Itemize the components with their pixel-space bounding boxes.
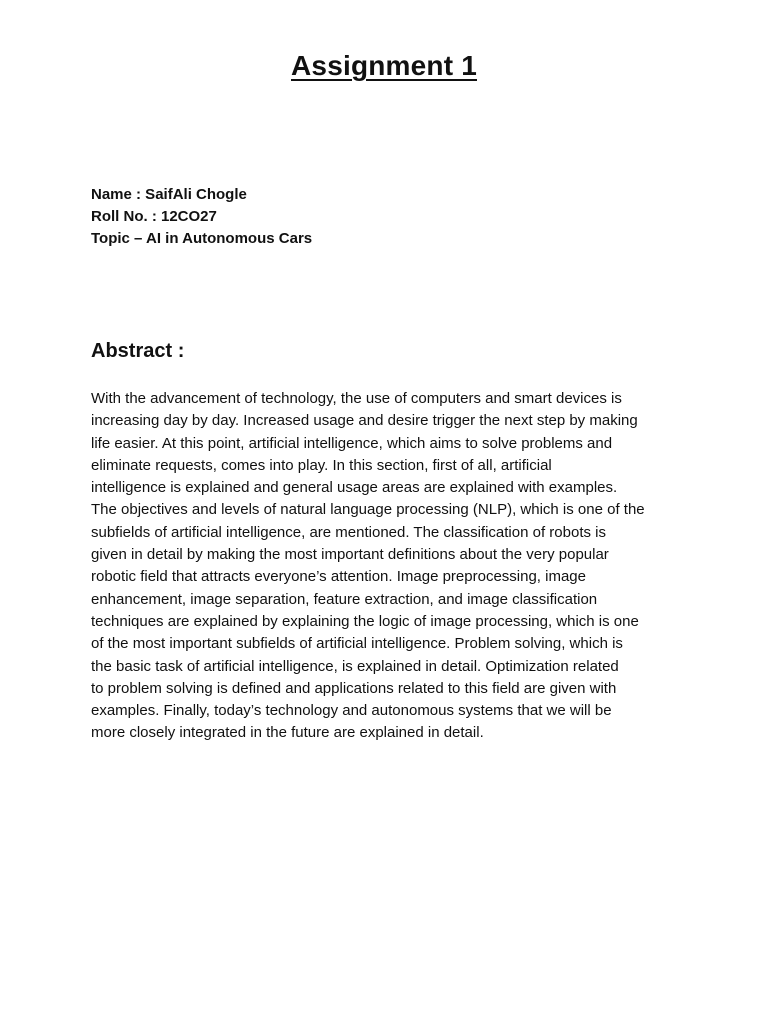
- abstract-line: more closely integrated in the future are explained in detail.: [91, 724, 484, 742]
- abstract-line: intelligence is explained and general usage areas are explained with examples.: [91, 479, 618, 497]
- abstract-line: techniques are explained by explaining the logic of image processing, which is one: [91, 612, 639, 630]
- abstract-line: enhancement, image separation, feature extraction, and image classification: [91, 590, 598, 608]
- abstract-line: examples. Finally, today’s technology and autonomous systems that we will be: [91, 702, 612, 720]
- abstract-line: the basic task of artificial intelligence, is explained in detail. Optimization related: [91, 657, 619, 675]
- abstract-line: of the most important subfields of artificial intelligence. Problem solving, which is: [91, 635, 623, 653]
- abstract-line: increasing day by day. Increased usage and desire trigger the next step by making: [91, 412, 638, 430]
- roll-number: Roll No. : 12CO27: [91, 208, 217, 225]
- assignment-topic: Topic – AI in Autonomous Cars: [91, 230, 313, 247]
- abstract-body: [91, 388, 681, 745]
- abstract-line: subfields of artificial intelligence, are mentioned. The classification of robots is: [91, 523, 606, 541]
- abstract-line: to problem solving is defined and applications related to this field are given with: [91, 679, 617, 697]
- student-info: [91, 184, 312, 250]
- abstract-heading: Abstract :: [91, 340, 185, 362]
- student-name: Name : SaifAli Chogle: [91, 186, 247, 203]
- abstract-line: eliminate requests, comes into play. In this section, first of all, artificial: [91, 456, 552, 474]
- abstract-line: With the advancement of technology, the use of computers and smart devices is: [91, 390, 622, 407]
- abstract-line: The objectives and levels of natural language processing (NLP), which is one of the: [91, 501, 645, 519]
- abstract-line: life easier. At this point, artificial intelligence, which aims to solve problems and: [91, 434, 613, 452]
- document-title-text: Assignment 1: [291, 50, 477, 81]
- document-title: [0, 50, 768, 82]
- abstract-line: given in detail by making the most important definitions about the very popular: [91, 546, 609, 564]
- abstract-line: robotic field that attracts everyone’s attention. Image preprocessing, image: [91, 568, 586, 586]
